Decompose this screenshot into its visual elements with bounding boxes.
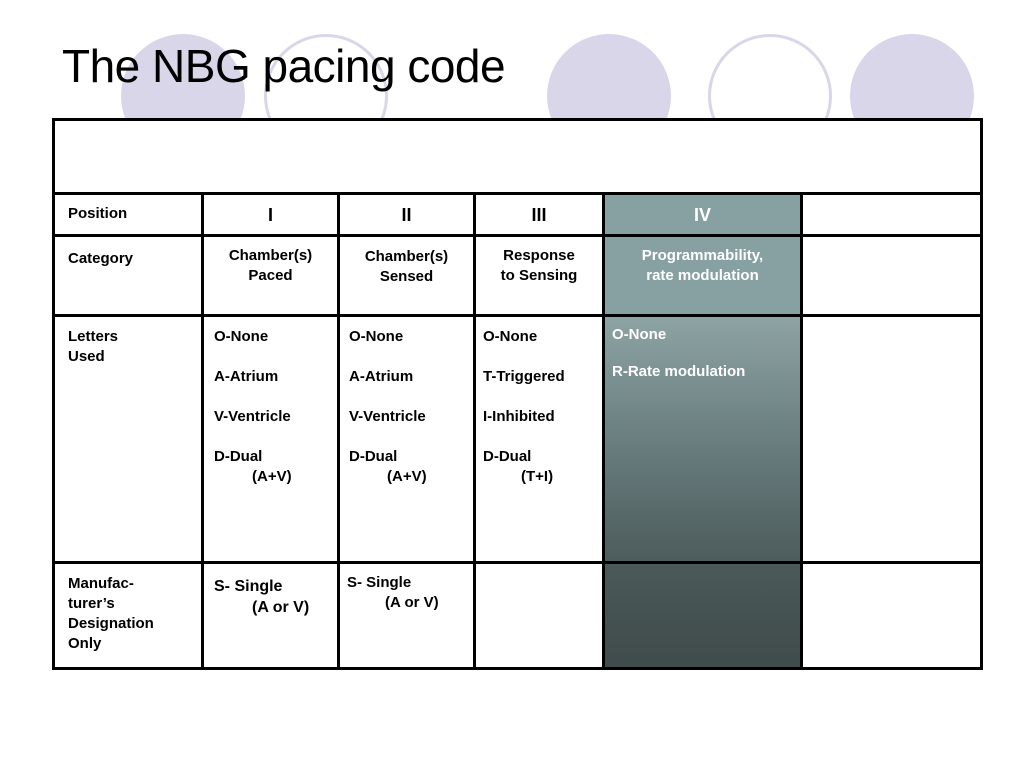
category-iv-line2: rate modulation	[646, 267, 759, 284]
category-iii-line2: to Sensing	[500, 267, 578, 284]
table-empty-header-row	[55, 121, 980, 192]
manufacturer-i-cell	[204, 564, 337, 667]
letters-iii-cell	[476, 317, 602, 561]
letter-entry: A-Atrium	[214, 368, 279, 385]
letters-label-cell	[55, 317, 201, 561]
category-i-line1: Chamber(s)	[228, 247, 313, 264]
letters-label-line1: Letters	[68, 328, 119, 345]
single-entry: S- Single	[214, 578, 283, 595]
letters-ii-cell	[340, 317, 473, 561]
position-label-cell	[55, 195, 201, 234]
single-entry: S- Single	[347, 574, 412, 591]
manufacturer-iv-cell	[605, 564, 800, 667]
letter-entry-detail: (A+V)	[252, 468, 292, 485]
category-ii-line2: Sensed	[379, 268, 434, 285]
letter-entry: V-Ventricle	[349, 408, 426, 425]
position-i-cell	[204, 195, 337, 234]
letters-iv-cell	[605, 317, 800, 561]
manufacturer-empty-cell	[803, 564, 980, 667]
category-empty-cell	[803, 237, 980, 314]
letters-empty-cell	[803, 317, 980, 561]
manufacturer-label-line: turer’s	[68, 595, 115, 612]
single-entry-detail: (A or V)	[385, 594, 439, 611]
letter-entry: D-Dual	[214, 448, 263, 465]
category-label: Category	[68, 250, 134, 267]
category-i-line2: Paced	[248, 267, 293, 284]
letter-entry: V-Ventricle	[214, 408, 291, 425]
position-i: I	[267, 205, 273, 225]
category-iv-cell	[605, 237, 800, 314]
position-iii-cell	[476, 195, 602, 234]
manufacturer-label-line: Only	[68, 635, 102, 652]
letter-entry: O-None	[612, 326, 667, 343]
letter-entry-detail: (A+V)	[387, 468, 427, 485]
manufacturer-label-cell	[55, 564, 201, 667]
category-iii-cell	[476, 237, 602, 314]
position-ii: II	[401, 205, 412, 225]
letter-entry: I-Inhibited	[483, 408, 555, 425]
manufacturer-iii-cell	[476, 564, 602, 667]
letter-entry: D-Dual	[349, 448, 398, 465]
letter-entry: O-None	[349, 328, 404, 345]
letters-i-cell	[204, 317, 337, 561]
letter-entry: O-None	[214, 328, 269, 345]
position-ii-cell	[340, 195, 473, 234]
letter-entry: R-Rate modulation	[612, 363, 746, 380]
position-iv-cell	[605, 195, 800, 234]
single-entry-detail: (A or V)	[252, 599, 310, 616]
position-label: Position	[68, 205, 128, 222]
manufacturer-label-line: Designation	[68, 615, 154, 632]
letter-entry: A-Atrium	[349, 368, 414, 385]
category-label-cell	[55, 237, 201, 314]
letters-label-line2: Used	[68, 348, 105, 365]
category-iii-line1: Response	[503, 247, 575, 264]
position-iv: IV	[693, 205, 711, 225]
category-ii-line1: Chamber(s)	[364, 248, 449, 265]
manufacturer-label-line: Manufac-	[68, 575, 134, 592]
letter-entry-detail: (T+I)	[521, 468, 554, 485]
letter-entry: O-None	[483, 328, 538, 345]
nbg-code-table	[52, 118, 983, 670]
manufacturer-ii-cell	[340, 564, 473, 667]
category-ii-cell	[340, 237, 473, 314]
position-iii: III	[531, 205, 547, 225]
position-empty-cell	[803, 195, 980, 234]
category-i-cell	[204, 237, 337, 314]
slide-title: The NBG pacing code	[62, 40, 506, 92]
letter-entry: D-Dual	[483, 448, 532, 465]
letter-entry: T-Triggered	[483, 368, 565, 385]
category-iv-line1: Programmability,	[641, 247, 764, 264]
